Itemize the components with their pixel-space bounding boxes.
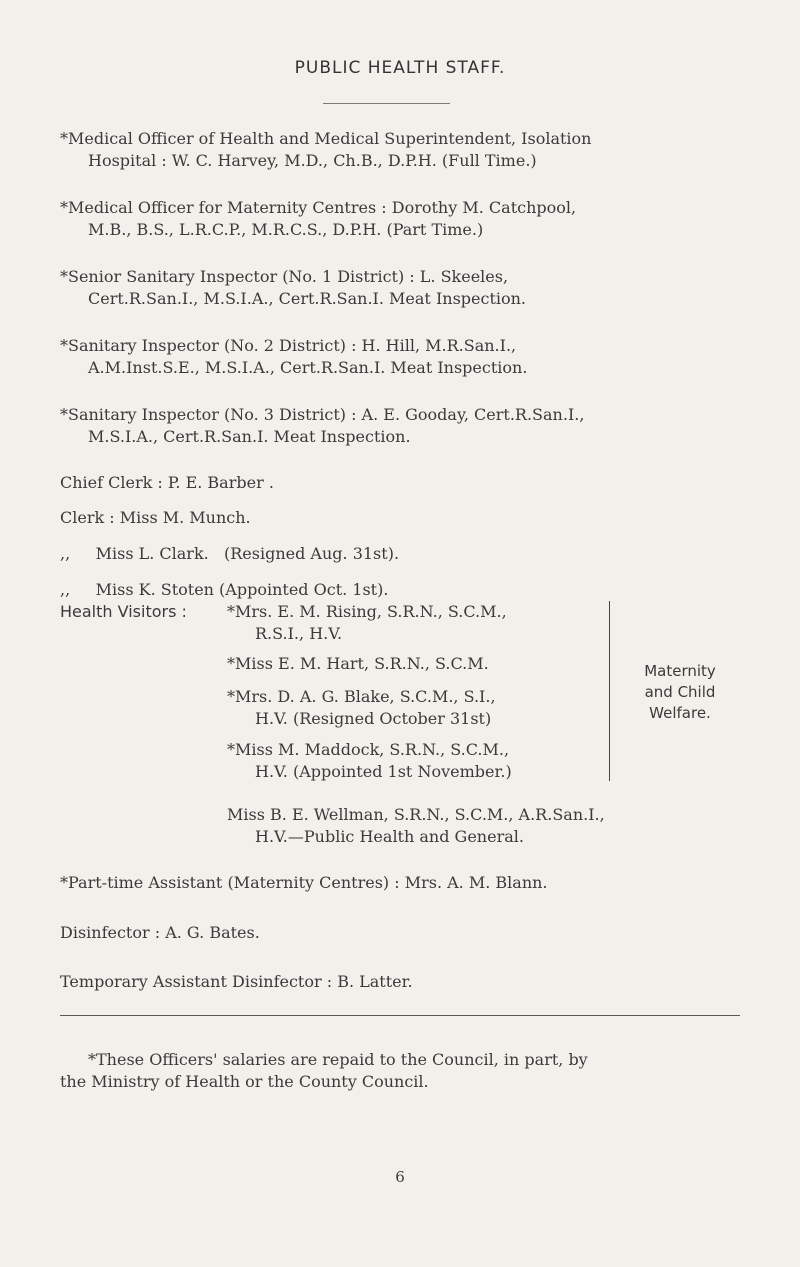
footnote-line: *These Officers' salaries are repaid to the Council, in part, by — [88, 1050, 588, 1069]
health-visitor-item — [227, 739, 512, 783]
entry-line: Miss B. E. Wellman, S.R.N., S.C.M., A.R.San.I., — [227, 805, 605, 824]
entry-line: *Sanitary Inspector (No. 3 District) : A. E. Gooday, Cert.R.San.I., — [60, 405, 585, 424]
title-divider — [323, 103, 450, 104]
footnote-divider — [60, 1015, 740, 1016]
health-visitor-general — [227, 804, 747, 848]
entry-line: Cert.R.San.I., M.S.I.A., Cert.R.San.I. Meat Inspection. — [88, 289, 527, 308]
page-number: 6 — [395, 1168, 405, 1186]
note-line: Welfare. — [649, 704, 711, 722]
entry-line: *Medical Officer for Maternity Centres : Dorothy M. Catchpool, — [60, 198, 577, 217]
entry-line: *Miss E. M. Hart, S.R.N., S.C.M. — [227, 654, 489, 673]
part-time-assistant-line: *Part-time Assistant (Maternity Centres) : Mrs. A. M. Blann. — [60, 873, 548, 892]
grouping-brace — [609, 601, 612, 781]
staff-entry-sanitary-2 — [60, 335, 750, 379]
entry-line: *Mrs. D. A. G. Blake, S.C.M., S.I., — [227, 687, 496, 706]
health-visitor-item — [227, 686, 496, 730]
staff-entry-maternity-officer — [60, 197, 750, 241]
entry-line: *Senior Sanitary Inspector (No. 1 District) : L. Skeeles, — [60, 267, 509, 286]
footnote — [60, 1049, 740, 1093]
health-visitor-item — [227, 601, 507, 645]
staff-entry-moh — [60, 128, 750, 172]
clerk-line: ,, Miss L. Clark. (Resigned Aug. 31st). — [60, 544, 400, 563]
entry-line: H.V. (Appointed 1st November.) — [255, 762, 512, 781]
health-visitors-label: Health Visitors : — [60, 602, 187, 621]
page-title: PUBLIC HEALTH STAFF. — [294, 58, 506, 78]
entry-line: *Mrs. E. M. Rising, S.R.N., S.C.M., — [227, 602, 507, 621]
entry-line: *Medical Officer of Health and Medical Superintendent, Isolation — [60, 129, 592, 148]
entry-line: Hospital : W. C. Harvey, M.D., Ch.B., D.P.H. (Full Time.) — [88, 151, 537, 170]
clerk-line: ,, Miss K. Stoten (Appointed Oct. 1st). — [60, 580, 389, 599]
entry-line: R.S.I., H.V. — [255, 624, 343, 643]
footnote-line: the Ministry of Health or the County Council. — [60, 1072, 429, 1091]
clerk-line: Clerk : Miss M. Munch. — [60, 508, 251, 527]
entry-line: H.V.—Public Health and General. — [255, 827, 524, 846]
chief-clerk-line: Chief Clerk : P. E. Barber . — [60, 473, 274, 492]
note-line: and Child — [644, 683, 716, 701]
health-visitors-block — [60, 601, 760, 781]
entry-line: *Sanitary Inspector (No. 2 District) : H. Hill, M.R.San.I., — [60, 336, 517, 355]
note-line: Maternity — [644, 662, 716, 680]
entry-line: M.B., B.S., L.R.C.P., M.R.C.S., D.P.H. (Part Time.) — [88, 220, 484, 239]
staff-entry-senior-sanitary — [60, 266, 750, 310]
health-visitor-item — [227, 653, 489, 675]
temporary-disinfector-line: Temporary Assistant Disinfector : B. Latter. — [60, 972, 413, 991]
entry-line: M.S.I.A., Cert.R.San.I. Meat Inspection. — [88, 427, 411, 446]
entry-line: *Miss M. Maddock, S.R.N., S.C.M., — [227, 740, 510, 759]
staff-entry-sanitary-3 — [60, 404, 750, 448]
disinfector-line: Disinfector : A. G. Bates. — [60, 923, 260, 942]
entry-line: H.V. (Resigned October 31st) — [255, 709, 492, 728]
entry-line: A.M.Inst.S.E., M.S.I.A., Cert.R.San.I. Meat Inspection. — [88, 358, 528, 377]
maternity-child-welfare-note — [625, 661, 735, 724]
